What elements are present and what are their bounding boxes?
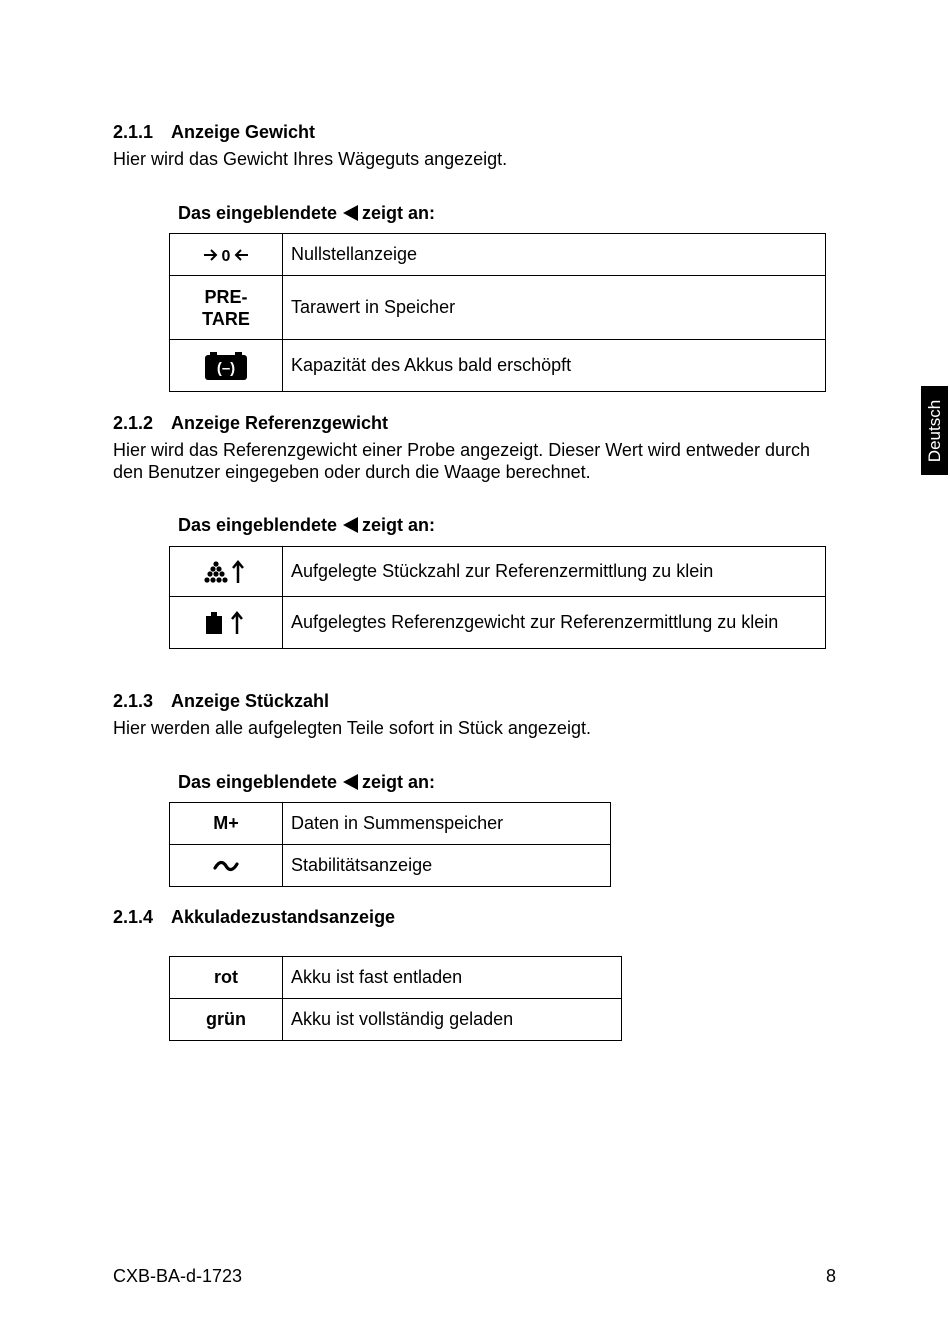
description-cell: Aufgelegtes Referenzgewicht zur Referenzermittlung zu klein [283, 597, 826, 649]
symbol-cell [170, 547, 283, 597]
section-title: Akkuladezustandsanzeige [171, 907, 396, 927]
table-row [170, 234, 826, 276]
triangle-left-icon [343, 517, 358, 533]
table-caption: Das eingeblendete zeigt an: [178, 203, 436, 223]
stability-tilde-icon [213, 860, 239, 872]
section-heading-2-1-2 [113, 412, 388, 434]
indicator-table-reference [169, 546, 826, 649]
pre-tare-label: PRE- TARE [170, 276, 283, 340]
section-heading-2-1-4 [113, 906, 395, 928]
description-cell: Aufgelegte Stückzahl zur Referenzermittlung zu klein [283, 547, 826, 597]
description-cell: Tarawert in Speicher [283, 276, 826, 340]
language-tab [921, 386, 948, 475]
table-row [170, 547, 826, 597]
section-number: 2.1.2 [113, 413, 154, 433]
svg-text:0: 0 [221, 247, 231, 263]
svg-text:(–): (–) [216, 359, 236, 377]
section-number: 2.1.4 [113, 907, 154, 927]
section-heading-2-1-1 [113, 121, 315, 143]
language-tab-label: Deutsch [924, 399, 944, 462]
description-cell: Daten in Summenspeicher [283, 803, 611, 845]
triangle-left-icon [343, 205, 358, 221]
table-row [170, 597, 826, 649]
symbol-cell [170, 845, 283, 887]
section-text: Hier wird das Referenzgewicht einer Probe angezeigt. Dieser Wert wird entweder durch den Benutzer eingegeben oder durch die Waage berechnet. [113, 440, 810, 482]
table-caption: Das eingeblendete zeigt an: [178, 772, 436, 792]
section-title: Anzeige Stückzahl [171, 691, 330, 711]
weight-arrow-up-icon [205, 610, 247, 636]
battery-status-table [169, 956, 622, 1041]
indicator-table-count [169, 802, 611, 887]
zero-arrows-icon [203, 247, 249, 263]
section-text: Hier wird das Gewicht Ihres Wägeguts angezeigt. [113, 149, 508, 169]
section-heading-2-1-3 [113, 690, 329, 712]
symbol-cell [170, 340, 283, 392]
table-row [170, 845, 611, 887]
section-number: 2.1.3 [113, 691, 154, 711]
symbol-cell [170, 234, 283, 276]
description-cell: Stabilitätsanzeige [283, 845, 611, 887]
table-caption: Das eingeblendete zeigt an: [178, 515, 436, 535]
description-cell: Akku ist fast entladen [283, 957, 622, 999]
symbol-cell [170, 597, 283, 649]
footer-page-number: 8 [826, 1266, 837, 1286]
section-text: Hier werden alle aufgelegten Teile sofort in Stück angezeigt. [113, 718, 591, 738]
triangle-left-icon [343, 774, 358, 790]
table-row [170, 957, 622, 999]
description-cell: Nullstellanzeige [283, 234, 826, 276]
section-title: Anzeige Gewicht [171, 122, 316, 142]
status-label: rot [170, 957, 283, 999]
description-cell: Kapazität des Akkus bald erschöpft [283, 340, 826, 392]
pieces-arrow-up-icon [204, 559, 248, 585]
section-title: Anzeige Referenzgewicht [171, 413, 389, 433]
table-row [170, 803, 611, 845]
table-row [170, 276, 826, 340]
indicator-table-weight [169, 233, 826, 392]
battery-low-icon [205, 352, 247, 380]
description-cell: Akku ist vollständig geladen [283, 999, 622, 1041]
memory-plus-label: M+ [170, 803, 283, 845]
table-row [170, 340, 826, 392]
footer-doc-id: CXB-BA-d-1723 [113, 1266, 243, 1286]
status-label: grün [170, 999, 283, 1041]
table-row [170, 999, 622, 1041]
section-number: 2.1.1 [113, 122, 154, 142]
